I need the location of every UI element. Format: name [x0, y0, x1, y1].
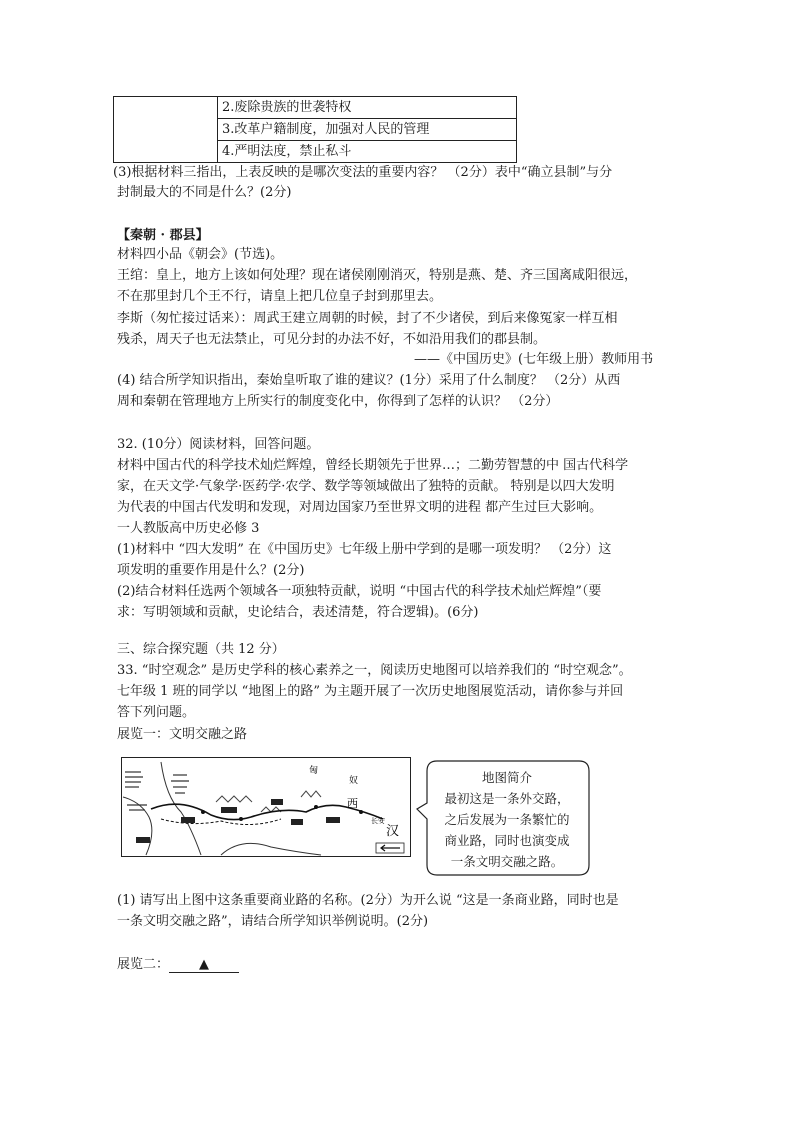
q32-sub2-line2: 求：写明领域和贡献，史论结合，表述清楚，符合逻辑)。(6分)	[117, 605, 479, 620]
q32-sub2-line1: (2)结合材料任选两个领域各一项独特贡献，说明 “中国古代的科学技术灿烂辉煌”（要	[117, 584, 602, 599]
question-32-title: 32. (10分）阅读材料，回答问题。	[117, 437, 320, 452]
arrow-icon	[376, 843, 404, 853]
table-cell: 3.改革户籍制度，加强对人民的管理	[218, 119, 517, 141]
exhibit-2-label: 展览二：	[117, 957, 170, 972]
q32-material-line2: 家，在天文学·气象学·医药学·农学、数学等领域做出了独特的贡献。 特别是以四大发明	[117, 479, 615, 494]
question-33-line3: 答下列问题。	[117, 705, 196, 720]
bubble-line4: 一条文明交融之路。	[450, 854, 564, 869]
map-label-xiongnu-a: 匈	[309, 766, 319, 776]
q32-material-source: 一人教版高中历史必修 3	[117, 521, 260, 536]
exhibit-2-blank[interactable]: ▲	[169, 956, 239, 973]
bubble-title: 地图简介	[481, 770, 532, 785]
li-speech-line2: 残杀，周天子也无法禁止，可见分封的办法不好，不如沿用我们的郡县制。	[117, 332, 547, 347]
question-4-line1: (4) 结合所学知识指出，秦始皇听取了谁的建议？(1分）采用了什么制度？ （2分）从西	[117, 373, 621, 388]
q33-sub1-line1: (1) 请写出上图中这条重要商业路的名称。(2分）为开么说 “这是一条商业路，同时也是	[117, 893, 619, 908]
material-4-title: 材料四小品《朝会》(节选)。	[117, 247, 284, 262]
question-33-line2: 七年级 1 班的同学以 “地图上的路” 为主题开展了一次历史地图展览活动，请你参与并回	[117, 684, 624, 699]
q33-sub1-line2: 一条文明交融之路”，请结合所学知识举例说明。(2分)	[117, 914, 429, 929]
exhibit-1-label: 展览一：文明交融之路	[117, 727, 248, 742]
silk-road-map	[121, 757, 411, 857]
material-source: ——《中国历史》(七年级上册）教师用书	[414, 352, 654, 367]
question-3-line2: 封制最大的不同是什么？(2分)	[117, 185, 292, 200]
map-label-han: 汉	[386, 824, 400, 839]
reform-table	[113, 96, 517, 163]
wang-speech-line2: 不在那里封几个王不行，请皇上把几位皇子封到那里去。	[117, 289, 443, 304]
bubble-line2: 之后发展为一条繁忙的	[444, 812, 570, 827]
q32-material-line1: 材料中国古代的科学技术灿烂辉煌，曾经长期领先于世界…；二勤劳智慧的中 国古代科学	[117, 458, 629, 473]
wang-speech-line1: 王绾：皇上，地方上该如何处理？现在诸侯刚刚消灭，特别是燕、楚、齐三国离咸阳很远，	[117, 268, 638, 283]
question-3-line1: (3)根据材料三指出，上表反映的是哪次变法的重要内容？ （2分）表中“确立县制”与分	[113, 165, 613, 180]
question-33-line1: 33. “时空观念” 是历史学科的核心素养之一，阅读历史地图可以培养我们的 “时空观念”。	[117, 663, 632, 678]
question-4-line2: 周和秦朝在管理地方上所实行的制度变化中，你得到了怎样的认识？ （2分）	[117, 394, 559, 409]
li-speech-line1: 李斯（匆忙接过话来）：周武王建立周朝的时候，封了不少诸侯，到后来像冤家一样互相	[117, 311, 618, 326]
map-label-west: 西	[347, 797, 358, 810]
exhibit-2-row	[117, 956, 239, 973]
table-cell: 2.废除贵族的世袭特权	[218, 97, 517, 119]
bubble-line1: 最初这是一条外交路，	[444, 791, 570, 806]
map-label-changan: 长安	[371, 817, 385, 825]
section-3-title: 三、综合探究题（共 12 分）	[117, 642, 285, 657]
section-heading-qin: 【秦朝 · 郡县】	[117, 228, 209, 243]
table-row	[114, 97, 517, 119]
table-cell: 4.严明法度，禁止私斗	[218, 141, 517, 163]
table-cell-empty	[114, 97, 218, 163]
q32-sub1-line1: (1)材料中 “四大发明” 在《中国历史》七年级上册中学到的是哪一项发明？ （2分）这	[117, 542, 612, 557]
map-label-xiongnu-b: 奴	[349, 776, 359, 786]
q32-sub1-line2: 项发明的重要作用是什么？(2分)	[117, 563, 305, 578]
q32-material-line3: 为代表的中国古代发明和发现，对周边国家乃至世界文明的进程 都产生过巨大影响。	[117, 500, 603, 515]
bubble-line3: 商业路，同时也演变成	[444, 833, 570, 848]
